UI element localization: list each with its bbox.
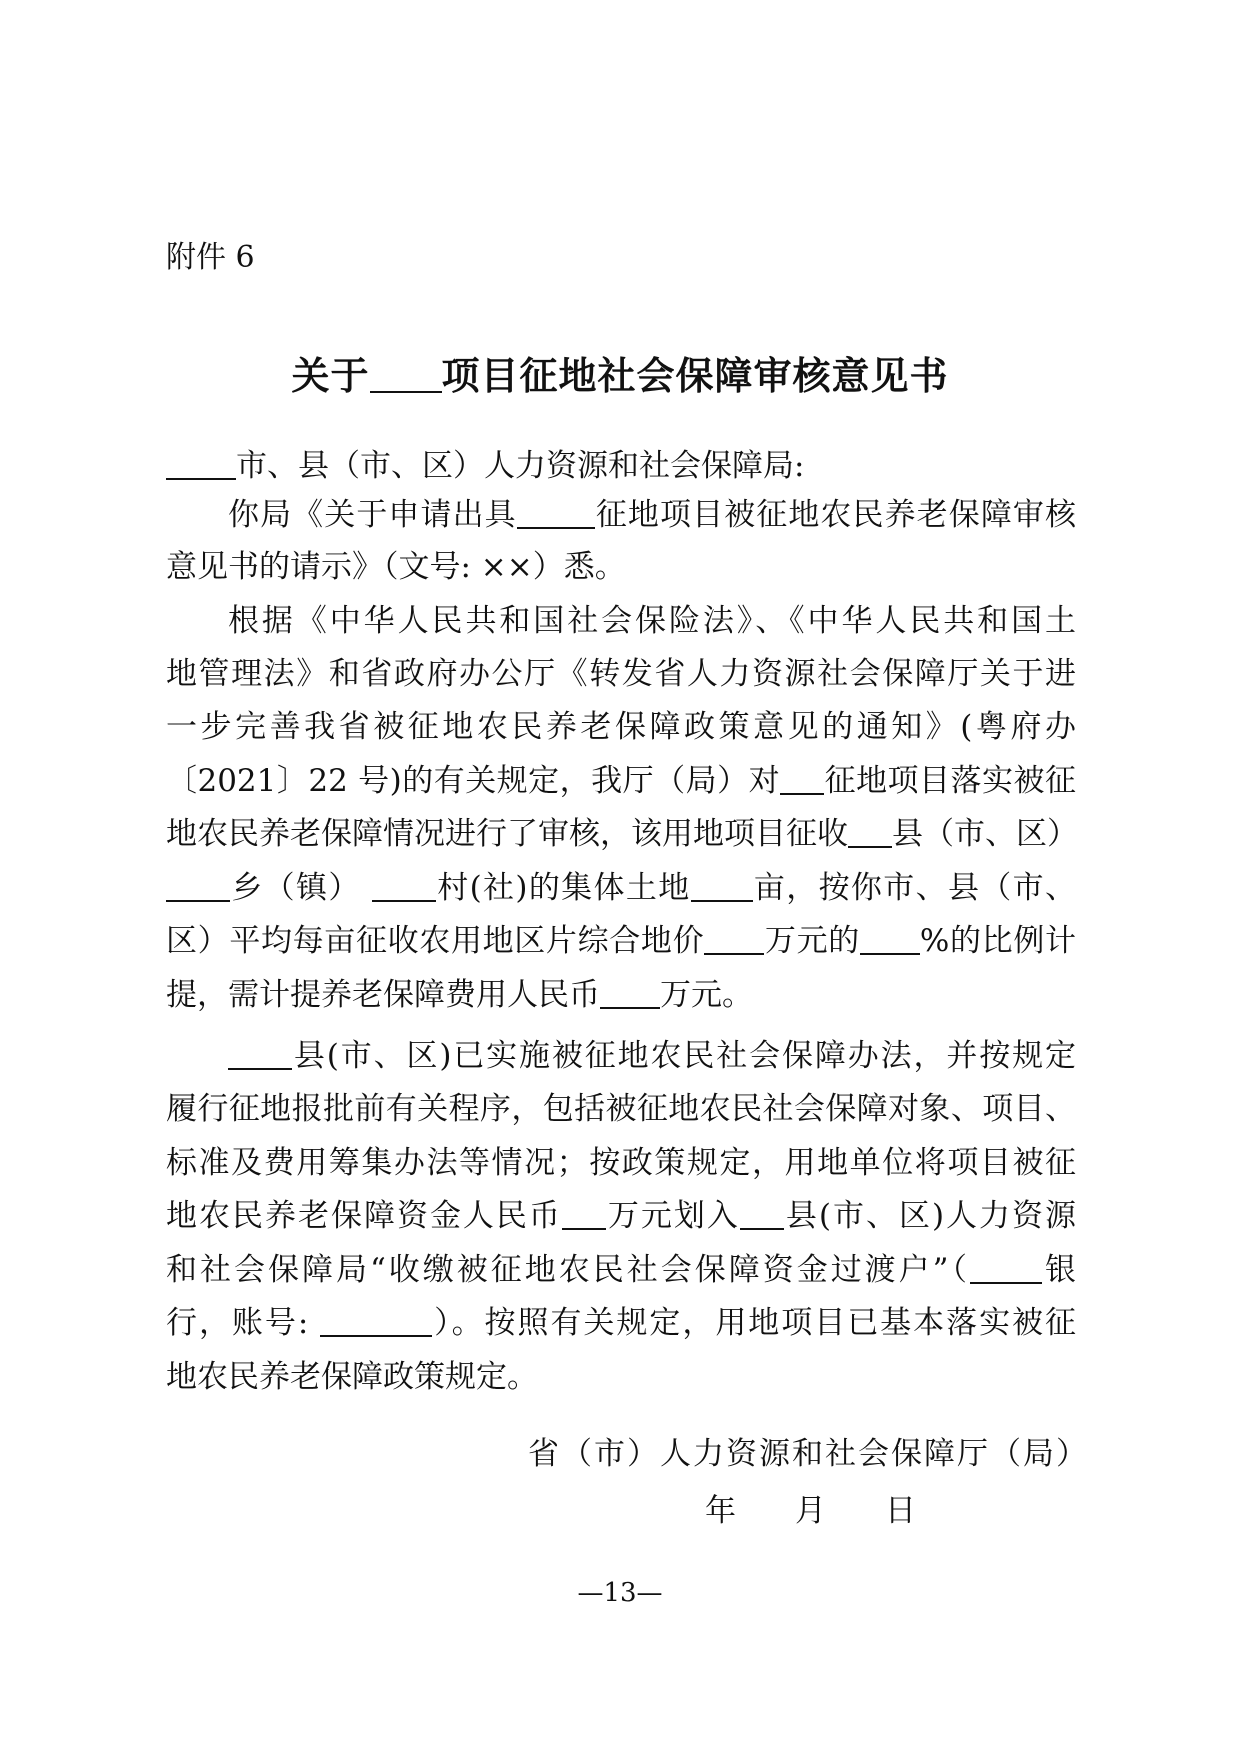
date-day: 日 bbox=[885, 1493, 916, 1529]
blank-bank bbox=[970, 1282, 1042, 1284]
blank-village bbox=[372, 900, 436, 902]
para3-line7: 地农民养老保障政策规定。 bbox=[166, 1359, 538, 1395]
para2-line3: 一步完善我省被征地农民养老保障政策意见的通知》(粤府办 bbox=[166, 709, 1076, 745]
blank-area bbox=[691, 900, 753, 902]
date-line bbox=[705, 1485, 916, 1530]
para3-line2: 履行征地报批前有关程序，包括被征地农民社会保障对象、项目、 bbox=[166, 1091, 1076, 1127]
para2-line4: 〔2021〕22 号)的有关规定，我厅（局）对 征地项目落实被征 bbox=[166, 763, 1077, 799]
blank-fund bbox=[562, 1228, 606, 1230]
para2-line6: 乡（镇） 村(社)的集体土地 亩，按你市、县（市、 bbox=[166, 862, 1076, 907]
para3-line6: 行，账号: ）。按照有关规定，用地项目已基本落实被征 bbox=[166, 1305, 1077, 1341]
blank-city bbox=[166, 478, 236, 480]
addressee-line bbox=[166, 440, 1076, 485]
page-number: —13— bbox=[577, 1578, 663, 1608]
document-title bbox=[0, 345, 1240, 400]
blank-project bbox=[517, 527, 595, 529]
blank-account bbox=[320, 1335, 432, 1337]
para3-line1: 县(市、区)已实施被征地农民社会保障办法，并按规定 bbox=[228, 1030, 1076, 1075]
para2-line2: 地管理法》和省政府办公厅《转发省人力资源社会保障厅关于进 bbox=[166, 656, 1076, 692]
para2-line7: 区）平均每亩征收农用地区片综合地价 万元的 %的比例计 bbox=[166, 923, 1077, 959]
para3-line4: 地农民养老保障资金人民币 万元划入 县(市、区)人力资源 bbox=[166, 1198, 1077, 1234]
blank-project-2 bbox=[780, 793, 824, 795]
attachment-label: 附件 6 bbox=[166, 240, 255, 275]
title-blank bbox=[370, 391, 442, 393]
blank-land-price bbox=[704, 953, 764, 955]
date-month: 月 bbox=[795, 1493, 826, 1529]
blank-county-3 bbox=[740, 1228, 784, 1230]
title-prefix: 关于 bbox=[291, 354, 370, 398]
para3-line5: 和社会保障局“收缴被征地农民社会保障资金过渡户”（ 银 bbox=[166, 1252, 1076, 1288]
addressee-text: 市、县（市、区）人力资源和社会保障局: bbox=[236, 448, 805, 484]
signature: 省（市）人力资源和社会保障厅（局） bbox=[528, 1436, 1089, 1472]
title-suffix: 项目征地社会保障审核意见书 bbox=[441, 354, 949, 398]
para3-line3: 标准及费用筹集办法等情况；按政策规定，用地单位将项目被征 bbox=[166, 1145, 1076, 1181]
para1-line1: 你局《关于申请出具 征地项目被征地农民养老保障审核 bbox=[228, 497, 1076, 533]
para2-line1: 根据《中华人民共和国社会保险法》、《中华人民共和国土 bbox=[228, 603, 1076, 639]
para2-line8: 提，需计提养老保障费用人民币 万元。 bbox=[166, 977, 753, 1013]
blank-county bbox=[848, 846, 892, 848]
blank-percent bbox=[860, 953, 920, 955]
blank-township bbox=[166, 900, 230, 902]
blank-fee bbox=[600, 1007, 660, 1009]
date-year: 年 bbox=[705, 1493, 736, 1529]
para1-line2: 意见书的请示》（文号: ××）悉。 bbox=[166, 549, 626, 585]
blank-county-2 bbox=[228, 1068, 292, 1070]
para2-line5: 地农民养老保障情况进行了审核，该用地项目征收 县（市、区） bbox=[166, 816, 1078, 852]
